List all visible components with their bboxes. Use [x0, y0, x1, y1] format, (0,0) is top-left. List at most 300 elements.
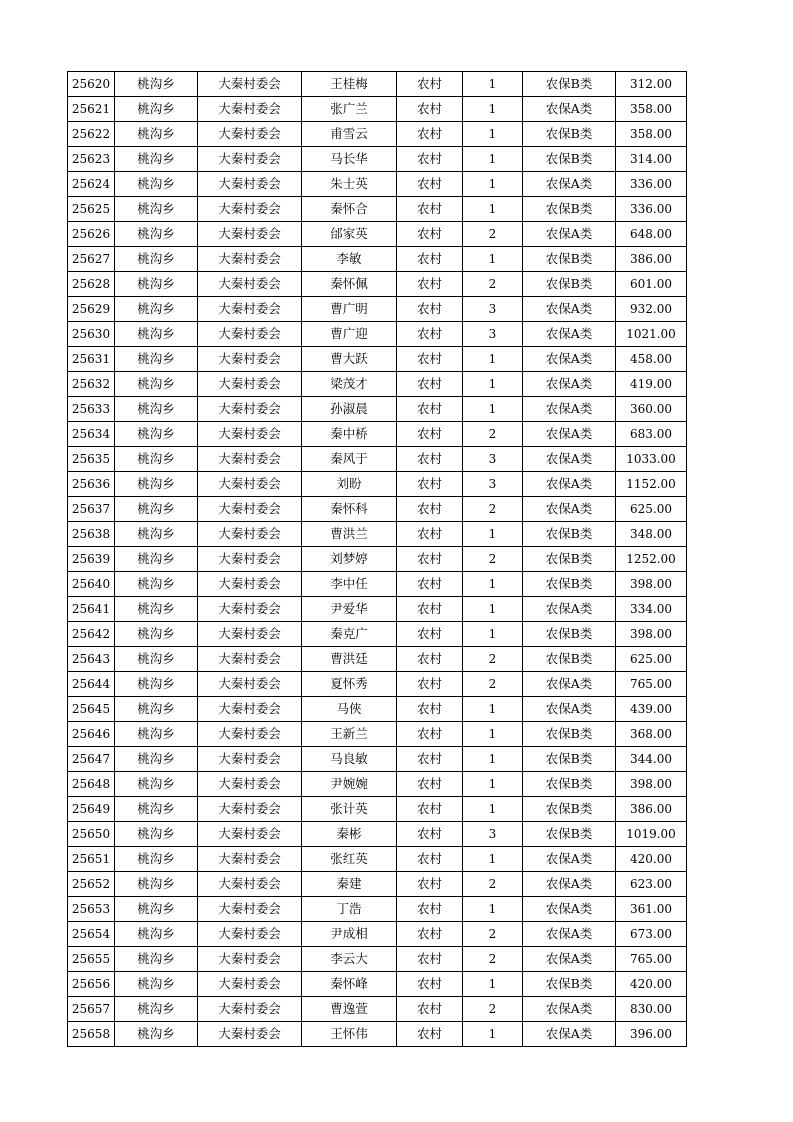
person-count-cell: 1 — [463, 347, 523, 372]
category-cell: 农保B类 — [523, 647, 616, 672]
name-cell: 王新兰 — [302, 722, 397, 747]
record-id-cell: 25653 — [68, 897, 115, 922]
household-type-cell: 农村 — [397, 897, 463, 922]
table-row — [68, 197, 687, 222]
category-cell: 农保A类 — [523, 872, 616, 897]
person-count-cell: 1 — [463, 97, 523, 122]
name-cell: 曹洪兰 — [302, 522, 397, 547]
amount-cell: 932.00 — [616, 297, 687, 322]
township-cell: 桃沟乡 — [115, 297, 198, 322]
table-row — [68, 322, 687, 347]
person-count-cell: 2 — [463, 672, 523, 697]
amount-cell: 314.00 — [616, 147, 687, 172]
village-committee-cell: 大秦村委会 — [198, 422, 302, 447]
amount-cell: 334.00 — [616, 597, 687, 622]
household-type-cell: 农村 — [397, 272, 463, 297]
category-cell: 农保B类 — [523, 822, 616, 847]
person-count-cell: 1 — [463, 397, 523, 422]
village-committee-cell: 大秦村委会 — [198, 772, 302, 797]
household-type-cell: 农村 — [397, 672, 463, 697]
table-row — [68, 972, 687, 997]
table-row — [68, 772, 687, 797]
record-id-cell: 25644 — [68, 672, 115, 697]
township-cell: 桃沟乡 — [115, 747, 198, 772]
person-count-cell: 1 — [463, 1022, 523, 1047]
township-cell: 桃沟乡 — [115, 997, 198, 1022]
table-row — [68, 547, 687, 572]
name-cell: 马长华 — [302, 147, 397, 172]
village-committee-cell: 大秦村委会 — [198, 722, 302, 747]
person-count-cell: 1 — [463, 722, 523, 747]
amount-cell: 398.00 — [616, 572, 687, 597]
category-cell: 农保A类 — [523, 847, 616, 872]
category-cell: 农保A类 — [523, 447, 616, 472]
township-cell: 桃沟乡 — [115, 922, 198, 947]
village-committee-cell: 大秦村委会 — [198, 947, 302, 972]
amount-cell: 1252.00 — [616, 547, 687, 572]
village-committee-cell: 大秦村委会 — [198, 272, 302, 297]
household-type-cell: 农村 — [397, 447, 463, 472]
person-count-cell: 1 — [463, 172, 523, 197]
record-id-cell: 25628 — [68, 272, 115, 297]
table-row — [68, 222, 687, 247]
household-type-cell: 农村 — [397, 722, 463, 747]
township-cell: 桃沟乡 — [115, 1022, 198, 1047]
name-cell: 张广兰 — [302, 97, 397, 122]
person-count-cell: 2 — [463, 947, 523, 972]
amount-cell: 398.00 — [616, 622, 687, 647]
name-cell: 秦中桥 — [302, 422, 397, 447]
person-count-cell: 1 — [463, 797, 523, 822]
village-committee-cell: 大秦村委会 — [198, 972, 302, 997]
village-committee-cell: 大秦村委会 — [198, 872, 302, 897]
person-count-cell: 3 — [463, 322, 523, 347]
record-id-cell: 25641 — [68, 597, 115, 622]
township-cell: 桃沟乡 — [115, 197, 198, 222]
township-cell: 桃沟乡 — [115, 247, 198, 272]
amount-cell: 683.00 — [616, 422, 687, 447]
record-id-cell: 25647 — [68, 747, 115, 772]
record-id-cell: 25645 — [68, 697, 115, 722]
table-row — [68, 672, 687, 697]
name-cell: 秦建 — [302, 872, 397, 897]
township-cell: 桃沟乡 — [115, 272, 198, 297]
village-committee-cell: 大秦村委会 — [198, 297, 302, 322]
amount-cell: 312.00 — [616, 72, 687, 97]
name-cell: 秦风于 — [302, 447, 397, 472]
name-cell: 朱士英 — [302, 172, 397, 197]
person-count-cell: 2 — [463, 872, 523, 897]
name-cell: 孙淑晨 — [302, 397, 397, 422]
table-row — [68, 597, 687, 622]
name-cell: 刘梦婷 — [302, 547, 397, 572]
amount-cell: 336.00 — [616, 172, 687, 197]
table-row — [68, 997, 687, 1022]
amount-cell: 420.00 — [616, 972, 687, 997]
household-type-cell: 农村 — [397, 697, 463, 722]
name-cell: 王怀伟 — [302, 1022, 397, 1047]
amount-cell: 398.00 — [616, 772, 687, 797]
category-cell: 农保A类 — [523, 372, 616, 397]
household-type-cell: 农村 — [397, 97, 463, 122]
table-row — [68, 272, 687, 297]
record-id-cell: 25652 — [68, 872, 115, 897]
name-cell: 李云大 — [302, 947, 397, 972]
name-cell: 甫雪云 — [302, 122, 397, 147]
record-id-cell: 25658 — [68, 1022, 115, 1047]
person-count-cell: 1 — [463, 697, 523, 722]
household-type-cell: 农村 — [397, 422, 463, 447]
category-cell: 农保A类 — [523, 997, 616, 1022]
village-committee-cell: 大秦村委会 — [198, 497, 302, 522]
village-committee-cell: 大秦村委会 — [198, 322, 302, 347]
name-cell: 丁浩 — [302, 897, 397, 922]
record-id-cell: 25657 — [68, 997, 115, 1022]
amount-cell: 348.00 — [616, 522, 687, 547]
record-id-cell: 25656 — [68, 972, 115, 997]
village-committee-cell: 大秦村委会 — [198, 147, 302, 172]
household-type-cell: 农村 — [397, 622, 463, 647]
table-row — [68, 572, 687, 597]
record-id-cell: 25637 — [68, 497, 115, 522]
amount-cell: 386.00 — [616, 247, 687, 272]
amount-cell: 830.00 — [616, 997, 687, 1022]
village-committee-cell: 大秦村委会 — [198, 572, 302, 597]
table-row — [68, 297, 687, 322]
category-cell: 农保B类 — [523, 72, 616, 97]
record-id-cell: 25633 — [68, 397, 115, 422]
category-cell: 农保A类 — [523, 597, 616, 622]
table-row — [68, 797, 687, 822]
person-count-cell: 1 — [463, 597, 523, 622]
amount-cell: 623.00 — [616, 872, 687, 897]
amount-cell: 1033.00 — [616, 447, 687, 472]
record-id-cell: 25638 — [68, 522, 115, 547]
category-cell: 农保B类 — [523, 772, 616, 797]
person-count-cell: 3 — [463, 447, 523, 472]
person-count-cell: 2 — [463, 647, 523, 672]
township-cell: 桃沟乡 — [115, 797, 198, 822]
records-table-body — [68, 72, 687, 1047]
township-cell: 桃沟乡 — [115, 897, 198, 922]
township-cell: 桃沟乡 — [115, 472, 198, 497]
village-committee-cell: 大秦村委会 — [198, 697, 302, 722]
amount-cell: 1019.00 — [616, 822, 687, 847]
amount-cell: 358.00 — [616, 97, 687, 122]
household-type-cell: 农村 — [397, 872, 463, 897]
person-count-cell: 1 — [463, 72, 523, 97]
village-committee-cell: 大秦村委会 — [198, 397, 302, 422]
township-cell: 桃沟乡 — [115, 722, 198, 747]
category-cell: 农保A类 — [523, 347, 616, 372]
household-type-cell: 农村 — [397, 322, 463, 347]
category-cell: 农保B类 — [523, 622, 616, 647]
name-cell: 秦克广 — [302, 622, 397, 647]
table-row — [68, 622, 687, 647]
village-committee-cell: 大秦村委会 — [198, 197, 302, 222]
amount-cell: 420.00 — [616, 847, 687, 872]
amount-cell: 458.00 — [616, 347, 687, 372]
category-cell: 农保A类 — [523, 222, 616, 247]
person-count-cell: 1 — [463, 197, 523, 222]
household-type-cell: 农村 — [397, 147, 463, 172]
household-type-cell: 农村 — [397, 72, 463, 97]
record-id-cell: 25642 — [68, 622, 115, 647]
amount-cell: 358.00 — [616, 122, 687, 147]
household-type-cell: 农村 — [397, 1022, 463, 1047]
table-row — [68, 747, 687, 772]
name-cell: 张计英 — [302, 797, 397, 822]
table-row — [68, 822, 687, 847]
table-row — [68, 1022, 687, 1047]
record-id-cell: 25623 — [68, 147, 115, 172]
township-cell: 桃沟乡 — [115, 822, 198, 847]
record-id-cell: 25646 — [68, 722, 115, 747]
name-cell: 刘盼 — [302, 472, 397, 497]
person-count-cell: 1 — [463, 747, 523, 772]
person-count-cell: 2 — [463, 272, 523, 297]
household-type-cell: 农村 — [397, 247, 463, 272]
record-id-cell: 25648 — [68, 772, 115, 797]
category-cell: 农保A类 — [523, 922, 616, 947]
name-cell: 曹逸萱 — [302, 997, 397, 1022]
amount-cell: 625.00 — [616, 497, 687, 522]
township-cell: 桃沟乡 — [115, 347, 198, 372]
record-id-cell: 25626 — [68, 222, 115, 247]
name-cell: 夏怀秀 — [302, 672, 397, 697]
household-type-cell: 农村 — [397, 397, 463, 422]
name-cell: 尹婉婉 — [302, 772, 397, 797]
household-type-cell: 农村 — [397, 947, 463, 972]
township-cell: 桃沟乡 — [115, 697, 198, 722]
township-cell: 桃沟乡 — [115, 672, 198, 697]
township-cell: 桃沟乡 — [115, 522, 198, 547]
record-id-cell: 25636 — [68, 472, 115, 497]
amount-cell: 673.00 — [616, 922, 687, 947]
amount-cell: 765.00 — [616, 672, 687, 697]
amount-cell: 419.00 — [616, 372, 687, 397]
table-row — [68, 397, 687, 422]
amount-cell: 344.00 — [616, 747, 687, 772]
village-committee-cell: 大秦村委会 — [198, 247, 302, 272]
township-cell: 桃沟乡 — [115, 772, 198, 797]
village-committee-cell: 大秦村委会 — [198, 347, 302, 372]
record-id-cell: 25622 — [68, 122, 115, 147]
name-cell: 张红英 — [302, 847, 397, 872]
township-cell: 桃沟乡 — [115, 622, 198, 647]
village-committee-cell: 大秦村委会 — [198, 897, 302, 922]
table-row — [68, 172, 687, 197]
person-count-cell: 2 — [463, 222, 523, 247]
category-cell: 农保B类 — [523, 197, 616, 222]
record-id-cell: 25643 — [68, 647, 115, 672]
name-cell: 尹成相 — [302, 922, 397, 947]
household-type-cell: 农村 — [397, 597, 463, 622]
amount-cell: 396.00 — [616, 1022, 687, 1047]
township-cell: 桃沟乡 — [115, 97, 198, 122]
name-cell: 梁茂才 — [302, 372, 397, 397]
category-cell: 农保A类 — [523, 172, 616, 197]
township-cell: 桃沟乡 — [115, 547, 198, 572]
record-id-cell: 25639 — [68, 547, 115, 572]
village-committee-cell: 大秦村委会 — [198, 672, 302, 697]
village-committee-cell: 大秦村委会 — [198, 222, 302, 247]
category-cell: 农保A类 — [523, 497, 616, 522]
township-cell: 桃沟乡 — [115, 597, 198, 622]
household-type-cell: 农村 — [397, 372, 463, 397]
person-count-cell: 1 — [463, 622, 523, 647]
category-cell: 农保A类 — [523, 97, 616, 122]
category-cell: 农保B类 — [523, 272, 616, 297]
category-cell: 农保B类 — [523, 972, 616, 997]
record-id-cell: 25634 — [68, 422, 115, 447]
category-cell: 农保B类 — [523, 572, 616, 597]
name-cell: 邰家英 — [302, 222, 397, 247]
category-cell: 农保B类 — [523, 147, 616, 172]
household-type-cell: 农村 — [397, 347, 463, 372]
name-cell: 马良敏 — [302, 747, 397, 772]
record-id-cell: 25650 — [68, 822, 115, 847]
person-count-cell: 1 — [463, 522, 523, 547]
household-type-cell: 农村 — [397, 197, 463, 222]
person-count-cell: 1 — [463, 147, 523, 172]
village-committee-cell: 大秦村委会 — [198, 372, 302, 397]
record-id-cell: 25631 — [68, 347, 115, 372]
person-count-cell: 1 — [463, 897, 523, 922]
table-row — [68, 147, 687, 172]
record-id-cell: 25620 — [68, 72, 115, 97]
village-committee-cell: 大秦村委会 — [198, 922, 302, 947]
category-cell: 农保A类 — [523, 472, 616, 497]
township-cell: 桃沟乡 — [115, 222, 198, 247]
name-cell: 马俠 — [302, 697, 397, 722]
table-row — [68, 447, 687, 472]
category-cell: 农保A类 — [523, 422, 616, 447]
name-cell: 秦怀佩 — [302, 272, 397, 297]
amount-cell: 765.00 — [616, 947, 687, 972]
household-type-cell: 农村 — [397, 222, 463, 247]
household-type-cell: 农村 — [397, 922, 463, 947]
village-committee-cell: 大秦村委会 — [198, 522, 302, 547]
table-row — [68, 347, 687, 372]
household-type-cell: 农村 — [397, 647, 463, 672]
township-cell: 桃沟乡 — [115, 872, 198, 897]
name-cell: 曹洪廷 — [302, 647, 397, 672]
amount-cell: 360.00 — [616, 397, 687, 422]
table-row — [68, 247, 687, 272]
household-type-cell: 农村 — [397, 797, 463, 822]
village-committee-cell: 大秦村委会 — [198, 997, 302, 1022]
household-type-cell: 农村 — [397, 997, 463, 1022]
category-cell: 农保A类 — [523, 947, 616, 972]
amount-cell: 336.00 — [616, 197, 687, 222]
township-cell: 桃沟乡 — [115, 972, 198, 997]
person-count-cell: 2 — [463, 497, 523, 522]
table-row — [68, 472, 687, 497]
township-cell: 桃沟乡 — [115, 947, 198, 972]
person-count-cell: 3 — [463, 822, 523, 847]
household-type-cell: 农村 — [397, 122, 463, 147]
record-id-cell: 25630 — [68, 322, 115, 347]
name-cell: 秦彬 — [302, 822, 397, 847]
person-count-cell: 2 — [463, 547, 523, 572]
person-count-cell: 3 — [463, 297, 523, 322]
village-committee-cell: 大秦村委会 — [198, 472, 302, 497]
person-count-cell: 2 — [463, 922, 523, 947]
amount-cell: 1021.00 — [616, 322, 687, 347]
person-count-cell: 1 — [463, 847, 523, 872]
person-count-cell: 1 — [463, 247, 523, 272]
amount-cell: 361.00 — [616, 897, 687, 922]
household-type-cell: 农村 — [397, 822, 463, 847]
category-cell: 农保B类 — [523, 122, 616, 147]
village-committee-cell: 大秦村委会 — [198, 597, 302, 622]
township-cell: 桃沟乡 — [115, 497, 198, 522]
category-cell: 农保B类 — [523, 247, 616, 272]
name-cell: 曹广明 — [302, 297, 397, 322]
category-cell: 农保A类 — [523, 322, 616, 347]
household-type-cell: 农村 — [397, 772, 463, 797]
record-id-cell: 25629 — [68, 297, 115, 322]
amount-cell: 386.00 — [616, 797, 687, 822]
person-count-cell: 2 — [463, 422, 523, 447]
amount-cell: 1152.00 — [616, 472, 687, 497]
table-row — [68, 372, 687, 397]
township-cell: 桃沟乡 — [115, 72, 198, 97]
category-cell: 农保A类 — [523, 297, 616, 322]
village-committee-cell: 大秦村委会 — [198, 122, 302, 147]
household-type-cell: 农村 — [397, 847, 463, 872]
name-cell: 秦怀科 — [302, 497, 397, 522]
household-type-cell: 农村 — [397, 547, 463, 572]
amount-cell: 648.00 — [616, 222, 687, 247]
name-cell: 秦怀峰 — [302, 972, 397, 997]
household-type-cell: 农村 — [397, 172, 463, 197]
record-id-cell: 25654 — [68, 922, 115, 947]
category-cell: 农保A类 — [523, 672, 616, 697]
table-row — [68, 522, 687, 547]
table-row — [68, 72, 687, 97]
records-table — [67, 71, 687, 1047]
household-type-cell: 农村 — [397, 472, 463, 497]
category-cell: 农保B类 — [523, 547, 616, 572]
name-cell: 李敏 — [302, 247, 397, 272]
category-cell: 农保B类 — [523, 797, 616, 822]
township-cell: 桃沟乡 — [115, 572, 198, 597]
record-id-cell: 25624 — [68, 172, 115, 197]
record-id-cell: 25649 — [68, 797, 115, 822]
person-count-cell: 1 — [463, 772, 523, 797]
household-type-cell: 农村 — [397, 497, 463, 522]
table-row — [68, 922, 687, 947]
table-row — [68, 97, 687, 122]
village-committee-cell: 大秦村委会 — [198, 172, 302, 197]
category-cell: 农保B类 — [523, 522, 616, 547]
village-committee-cell: 大秦村委会 — [198, 447, 302, 472]
record-id-cell: 25640 — [68, 572, 115, 597]
name-cell: 曹广迎 — [302, 322, 397, 347]
category-cell: 农保A类 — [523, 1022, 616, 1047]
name-cell: 李中任 — [302, 572, 397, 597]
record-id-cell: 25627 — [68, 247, 115, 272]
village-committee-cell: 大秦村委会 — [198, 822, 302, 847]
amount-cell: 625.00 — [616, 647, 687, 672]
household-type-cell: 农村 — [397, 572, 463, 597]
amount-cell: 368.00 — [616, 722, 687, 747]
category-cell: 农保A类 — [523, 897, 616, 922]
village-committee-cell: 大秦村委会 — [198, 647, 302, 672]
table-row — [68, 897, 687, 922]
